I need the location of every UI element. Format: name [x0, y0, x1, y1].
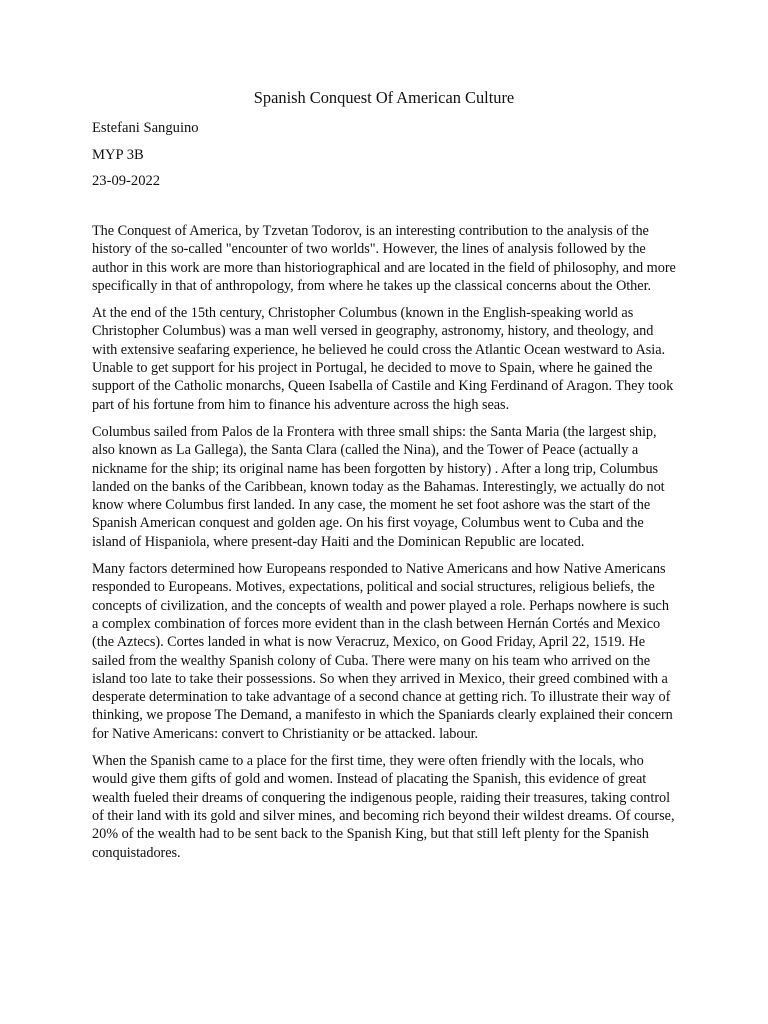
- paragraph-2: At the end of the 15th century, Christopher Columbus (known in the English-speaking world as Christopher Columbus) was a man well versed in geography, astronomy, history, and theology, and with extensive seafaring experience, he believed he could cross the Atlantic Ocean westward to Asia. Unable to get support for his project in Portugal, he decided to move to Spain, where he gained the support of the Catholic monarchs, Queen Isabella of Castile and King Ferdinand of Aragon. They took part of his fortune from him to finance his adventure across the high seas.: [92, 305, 674, 413]
- paragraph-1: The Conquest of America, by Tzvetan Todorov, is an interesting contribution to the analysis of the history of the so-called "encounter of two worlds". However, the lines of analysis followed by the author in this work are more than historiographical and are located in the field of philosophy, and more specifically in that of anthropology, from where he takes up the classical concerns about the Other.: [92, 223, 676, 294]
- paragraph-4: Many factors determined how Europeans responded to Native Americans and how Native Americans responded to Europeans. Motives, expectations, political and social structures, religious beliefs, the concepts of civilization, and the concepts of wealth and power played a role. Perhaps nowhere is such a complex combination of forces more evident than in the clash between Hernán Cortés and Mexico (the Aztecs). Cortes landed in what is now Veracruz, Mexico, on Good Friday, April 22, 1519. He sailed from the wealthy Spanish colony of Cuba. There were many on his team who arrived on the island too late to take their possessions. So when they arrived in Mexico, their greed combined with a desperate determination to take advantage of a second chance at getting rich. To illustrate their way of thinking, we propose The Demand, a manifesto in which the Spaniards clearly explained their concern for Native Americans: convert to Christianity or be attacked. labour.: [92, 561, 673, 742]
- document-title: Spanish Conquest Of American Culture: [253, 88, 515, 107]
- class-name: MYP 3B: [92, 147, 144, 163]
- document-date: 23-09-2022: [92, 173, 161, 189]
- author-name: Estefani Sanguino: [92, 120, 199, 136]
- paragraph-3: Columbus sailed from Palos de la Frontera with three small ships: the Santa Maria (the largest ship, also known as La Gallega), the Santa Clara (called the Nina), and the Tower of Peace (actually a nickname for the ship; its original name has been forgotten by history) . After a long trip, Columbus landed on the banks of the Caribbean, known today as the Bahamas. Interestingly, we actually do not know where Columbus first landed. In any case, the moment he set foot ashore was the start of the Spanish American conquest and golden age. On his first voyage, Columbus went to Cuba and the island of Hispaniola, where present-day Haiti and the Dominican Republic are located.: [92, 423, 665, 550]
- paragraph-5: When the Spanish came to a place for the first time, they were often friendly with the locals, who would give them gifts of gold and women. Instead of placating the Spanish, this evidence of great wealth fueled their dreams of conquering the indigenous people, raiding their treasures, taking control of their land with its gold and silver mines, and becoming rich beyond their wildest dreams. Of course, 20% of the wealth had to be sent back to the Spanish King, but that still left plenty for the Spanish conquistadores.: [92, 753, 675, 861]
- document-body: [92, 222, 676, 871]
